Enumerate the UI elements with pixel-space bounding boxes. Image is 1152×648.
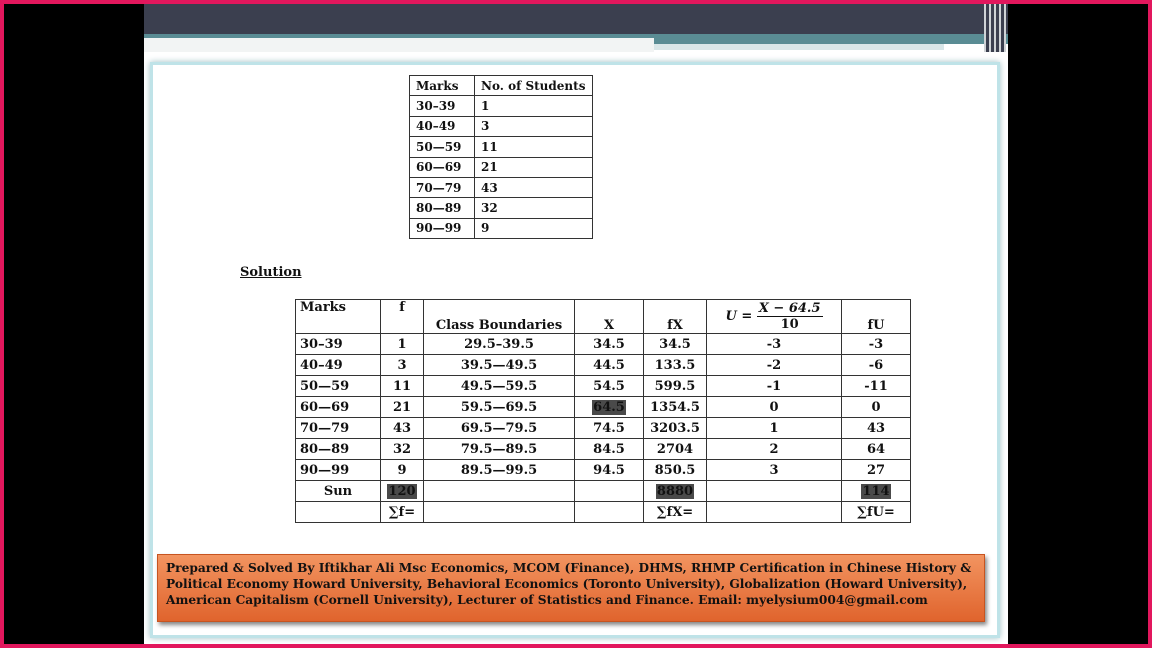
cell-f: 11 [381,376,424,397]
cell-x: 44.5 [575,355,644,376]
sum-fu: 114 [862,483,890,499]
table-row [410,116,593,136]
table-row [296,460,911,481]
author-footer: Prepared & Solved By Iftikhar Ali Msc Economics, MCOM (Finance), DHMS, RHMP Certification in Chinese History & Political Economy Howard University, Behavioral Economics (Toronto University), Globalization (Howard University), American Capitalism (Cornell University), Lecturer of Statistics and Finance. Email: myelysium004@gmail.com [157,554,985,622]
header-marks: Marks [296,300,381,334]
cell-marks: 30–39 [296,334,381,355]
table-row [296,334,911,355]
solution-table [295,299,911,523]
cell-f: 9 [381,460,424,481]
cell-boundary: 29.5–39.5 [424,334,575,355]
sigma-f: ∑f= [381,502,424,523]
cell-marks: 90—99 [296,460,381,481]
header-students: No. of Students [475,76,593,96]
table-row [296,397,911,418]
table-row [410,137,593,157]
sigma-fu: ∑fU= [842,502,911,523]
sum-fu-cell [842,481,911,502]
cell-marks: 60—69 [410,157,475,177]
cell-u: 0 [707,397,842,418]
cell-marks: 50—59 [296,376,381,397]
header-fx: fX [644,300,707,334]
header-u-formula [707,300,842,334]
table-row [296,418,911,439]
cell-students: 9 [475,218,593,238]
cell-x: 54.5 [575,376,644,397]
cell-marks: 80—89 [296,439,381,460]
u-numerator: X − 64.5 [758,301,821,316]
cell-boundary: 69.5—79.5 [424,418,575,439]
cell-marks: 90—99 [410,218,475,238]
table-row [410,157,593,177]
cell-x: 84.5 [575,439,644,460]
cell-marks: 40–49 [410,116,475,136]
cell-boundary: 49.5—59.5 [424,376,575,397]
cell-boundary: 79.5—89.5 [424,439,575,460]
empty-cell [296,502,381,523]
sum-f-cell [381,481,424,502]
slide-title-bar [144,4,1008,34]
empty-cell [424,502,575,523]
highlighted-value: 64.5 [593,399,625,415]
cell-u: -2 [707,355,842,376]
decorative-stripes [984,4,1006,52]
header-x: X [575,300,644,334]
cell-u: 2 [707,439,842,460]
cell-boundary: 59.5—69.5 [424,397,575,418]
cell-marks: 50—59 [410,137,475,157]
cell-marks: 80—89 [410,198,475,218]
sigma-fx: ∑fX= [644,502,707,523]
cell-f: 1 [381,334,424,355]
cell-x-mean [575,397,644,418]
cell-fu: 27 [842,460,911,481]
cell-students: 21 [475,157,593,177]
slide-header-band-2 [654,44,944,50]
cell-marks: 70—79 [410,177,475,197]
solution-heading: Solution [240,265,302,280]
empty-cell [707,502,842,523]
cell-fu: -3 [842,334,911,355]
cell-fx: 34.5 [644,334,707,355]
table-row [410,96,593,116]
cell-fu: 64 [842,439,911,460]
cell-x: 94.5 [575,460,644,481]
cell-x: 74.5 [575,418,644,439]
cell-students: 32 [475,198,593,218]
empty-cell [575,502,644,523]
cell-students: 3 [475,116,593,136]
table-header-row [410,76,593,96]
table-row [410,218,593,238]
cell-fu: -6 [842,355,911,376]
cell-boundary: 89.5—99.5 [424,460,575,481]
cell-f: 43 [381,418,424,439]
sum-fx: 8880 [656,483,694,499]
cell-fu: -11 [842,376,911,397]
table-row [296,355,911,376]
cell-u: 3 [707,460,842,481]
sum-row [296,481,911,502]
cell-u: 1 [707,418,842,439]
header-class-boundaries: Class Boundaries [424,300,575,334]
cell-fu: 0 [842,397,911,418]
cell-f: 32 [381,439,424,460]
sum-fx-cell [644,481,707,502]
cell-u: -3 [707,334,842,355]
cell-fx: 2704 [644,439,707,460]
empty-cell [424,481,575,502]
u-variable: U [725,309,737,324]
u-denominator: 10 [780,317,799,332]
u-fraction [757,301,823,332]
sigma-row [296,502,911,523]
cell-u: -1 [707,376,842,397]
cell-f: 3 [381,355,424,376]
empty-cell [575,481,644,502]
table-row [410,177,593,197]
slide-header-band [144,38,654,52]
cell-students: 11 [475,137,593,157]
cell-fx: 1354.5 [644,397,707,418]
table-row [296,439,911,460]
cell-marks: 70—79 [296,418,381,439]
cell-students: 1 [475,96,593,116]
table-row [410,198,593,218]
header-f: f [381,300,424,334]
cell-marks: 40–49 [296,355,381,376]
cell-fu: 43 [842,418,911,439]
cell-boundary: 39.5—49.5 [424,355,575,376]
cell-f: 21 [381,397,424,418]
cell-fx: 850.5 [644,460,707,481]
cell-fx: 599.5 [644,376,707,397]
header-marks: Marks [410,76,475,96]
slide-content [150,62,1000,638]
cell-fx: 133.5 [644,355,707,376]
cell-marks: 30–39 [410,96,475,116]
table-header-row [296,300,911,334]
cell-fx: 3203.5 [644,418,707,439]
cell-students: 43 [475,177,593,197]
sum-label: Sun [296,481,381,502]
sum-f: 120 [388,483,416,499]
cell-marks: 60—69 [296,397,381,418]
table-row [296,376,911,397]
cell-x: 34.5 [575,334,644,355]
header-fu: fU [842,300,911,334]
u-equals: = [741,309,753,324]
slide [144,4,1008,644]
empty-cell [707,481,842,502]
frequency-table [409,75,593,239]
